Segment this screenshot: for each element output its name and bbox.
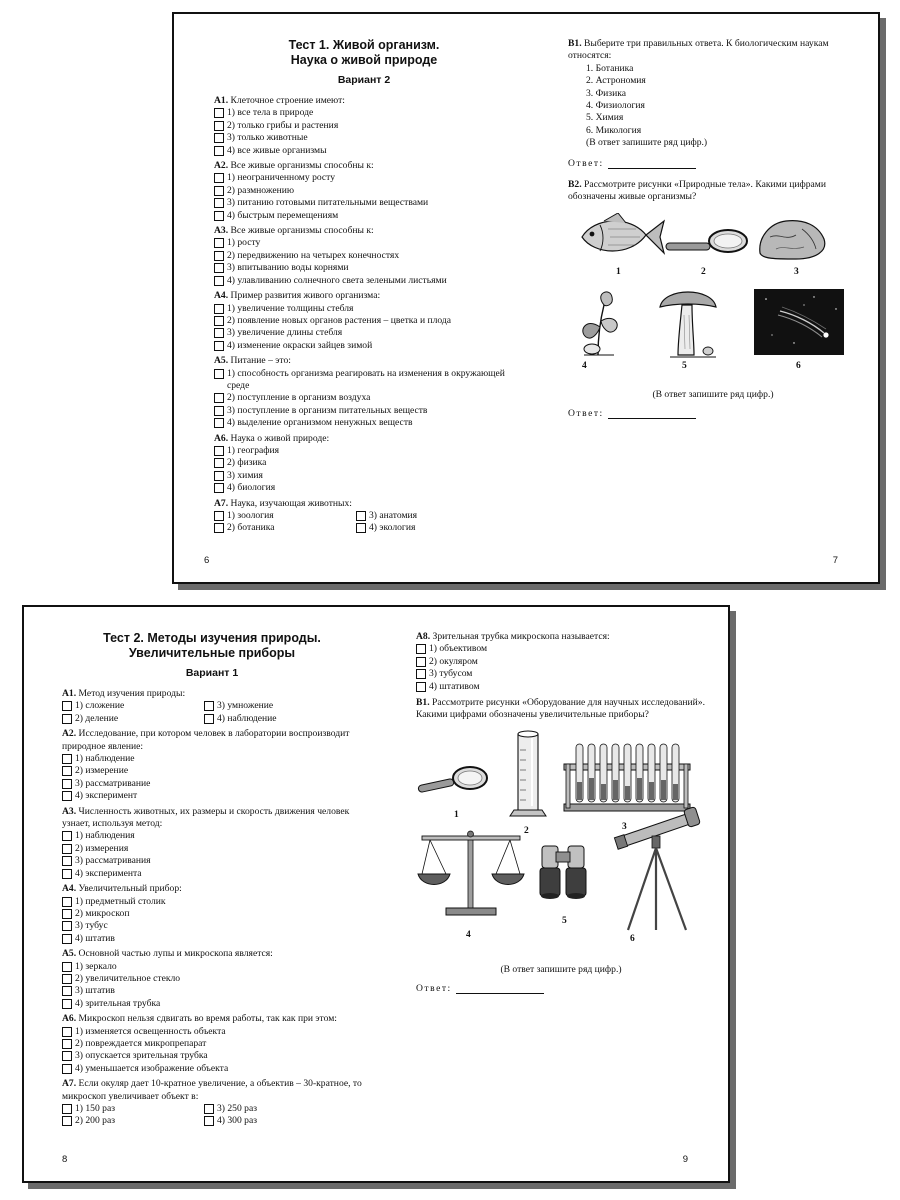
- question-number: А7.: [62, 1078, 77, 1090]
- question-item: [62, 728, 362, 802]
- answer-option[interactable]: [214, 262, 514, 274]
- question-b2: [568, 179, 858, 204]
- checkbox[interactable]: [214, 173, 224, 183]
- question-number: А1.: [62, 688, 77, 699]
- option-text: 3) питанию готовыми питательными веществами: [227, 197, 429, 209]
- list-item: 1. Ботаника: [586, 62, 634, 74]
- answer-option[interactable]: [62, 1050, 362, 1062]
- figure-label: 4: [582, 361, 587, 372]
- answer-option[interactable]: [214, 368, 514, 393]
- answer-option[interactable]: [62, 843, 362, 855]
- fish-icon: [574, 213, 666, 261]
- answer-field[interactable]: Ответ:: [568, 408, 858, 419]
- answer-option[interactable]: [62, 973, 362, 985]
- checkbox[interactable]: [62, 1051, 72, 1061]
- question-number: А4.: [214, 290, 229, 302]
- option-text: 3) только животные: [227, 132, 308, 144]
- option-text: 3) штатив: [75, 985, 115, 997]
- question-number: В1.: [568, 38, 582, 49]
- checkbox[interactable]: [214, 328, 224, 338]
- answer-option[interactable]: [214, 392, 514, 404]
- answer-option[interactable]: [214, 275, 514, 287]
- checkbox[interactable]: [214, 369, 224, 379]
- checkbox[interactable]: [416, 682, 426, 692]
- option-text: 4) изменение окраски зайцев зимой: [227, 339, 373, 351]
- option-text: 3) увеличение длины стебля: [227, 327, 343, 339]
- plant-icon: [574, 287, 624, 357]
- question-item: [62, 948, 362, 1010]
- option-text: 4) выделение организмом ненужных веществ: [227, 417, 413, 429]
- checkbox[interactable]: [62, 1039, 72, 1049]
- answer-option[interactable]: [214, 327, 514, 339]
- question-text: Наука о живой природе:: [230, 432, 330, 444]
- question-text: Все живые организмы способны к:: [230, 160, 374, 172]
- checkbox[interactable]: [214, 198, 224, 208]
- checkbox[interactable]: [214, 133, 224, 143]
- question-item: [62, 1013, 362, 1075]
- checkbox[interactable]: [214, 186, 224, 196]
- checkbox[interactable]: [62, 1064, 72, 1074]
- page-9-column: [416, 631, 706, 1002]
- option-text: 2) размножению: [227, 184, 295, 196]
- question-text: Питание – это:: [230, 355, 291, 367]
- option-text: 4) уменьшается изображение объекта: [75, 1062, 229, 1074]
- checkbox[interactable]: [62, 986, 72, 996]
- checkbox[interactable]: [214, 251, 224, 261]
- option-text: 1) неограниченному росту: [227, 172, 336, 184]
- option-text: 4) эксперимента: [75, 867, 142, 879]
- answer-option[interactable]: 4) штативом: [416, 681, 706, 693]
- answer-option[interactable]: [214, 445, 514, 457]
- question-text: Зрительная трубка микроскопа называется:: [432, 631, 610, 642]
- question-text: Метод изучения природы:: [78, 688, 186, 699]
- option-text: 3) впитыванию воды корнями: [227, 262, 349, 274]
- question-text: Все живые организмы способны к:: [230, 225, 374, 237]
- magnifier-icon: [664, 227, 750, 257]
- title-line-1: Тест 1. Живой организм.: [288, 38, 440, 52]
- question-number: В1.: [416, 697, 430, 709]
- answer-option[interactable]: 4) 300 раз: [204, 1115, 362, 1127]
- stone-icon: [756, 213, 828, 261]
- answer-option[interactable]: 1) 150 раз: [62, 1103, 204, 1115]
- checkbox[interactable]: [62, 791, 72, 801]
- checkbox[interactable]: [62, 934, 72, 944]
- answer-field[interactable]: Ответ:: [568, 158, 858, 169]
- answer-option[interactable]: [62, 920, 362, 932]
- question-text: Клеточное строение имеют:: [230, 95, 345, 106]
- answer-option[interactable]: [62, 1038, 362, 1050]
- checkbox[interactable]: [214, 121, 224, 131]
- answer-option[interactable]: 3) анатомия: [356, 510, 514, 522]
- checkbox[interactable]: [62, 869, 72, 879]
- checkbox[interactable]: [62, 1116, 72, 1126]
- option-text: 4) зрительная трубка: [75, 997, 161, 1009]
- question-number: А3.: [62, 805, 77, 817]
- question-item: [214, 433, 514, 495]
- checkbox[interactable]: [214, 483, 224, 493]
- answer-field[interactable]: Ответ:: [416, 983, 706, 994]
- comet-icon: [754, 289, 844, 355]
- science-list: [568, 63, 858, 150]
- title-line-2: Увеличительные приборы: [128, 646, 296, 660]
- option-text: 1) увеличение толщины стебля: [227, 302, 354, 314]
- question-a7: [214, 498, 514, 535]
- checkbox[interactable]: [204, 701, 214, 711]
- option-text: 1) география: [227, 444, 280, 456]
- natural-bodies-figures: [568, 209, 858, 372]
- answer-option[interactable]: [214, 197, 514, 209]
- question-text: Если окуляр дает 10-кратное увеличение, а объектив – 30-кратное, то микроскоп увеличивает объект в:: [62, 1078, 362, 1102]
- question-number: А5.: [214, 355, 229, 367]
- lab-equipment-figures: [416, 730, 706, 950]
- page-number: 8: [62, 1154, 68, 1165]
- question-text: Выберите три правильных ответа. К биологическим наукам относятся:: [568, 38, 829, 62]
- answer-option[interactable]: 4) наблюдение: [204, 713, 362, 725]
- question-b1: [416, 697, 706, 722]
- answer-option[interactable]: [214, 417, 514, 429]
- checkbox[interactable]: [62, 999, 72, 1009]
- option-text: 2) увеличительное стекло: [75, 972, 181, 984]
- title-line-2: Наука о живой природе: [290, 53, 438, 67]
- question-number: В2.: [568, 178, 582, 190]
- answer-option[interactable]: [62, 961, 362, 973]
- list-item: 2. Астрономия: [586, 75, 646, 87]
- checkbox[interactable]: [62, 766, 72, 776]
- figure-label: 1: [616, 267, 621, 278]
- option-text: 1) наблюдения: [75, 830, 135, 842]
- checkbox[interactable]: [204, 1104, 214, 1114]
- option-text: 4) биология: [227, 482, 276, 494]
- question-text: Основной частью лупы и микроскопа является:: [78, 948, 273, 960]
- figure-label: 6: [796, 361, 801, 372]
- answer-option[interactable]: [62, 985, 362, 997]
- option-text: 2) появление новых органов растения – цветка и плода: [227, 314, 452, 326]
- question-number: А4.: [62, 883, 77, 895]
- answer-option[interactable]: [62, 765, 362, 777]
- question-item: [214, 160, 514, 222]
- option-text: 1) способность организма реагировать на изменения в окружающей среде: [227, 367, 505, 391]
- binoculars-icon: [538, 840, 588, 900]
- answer-option[interactable]: [214, 315, 514, 327]
- option-text: 3) тубус: [75, 920, 108, 932]
- question-number: А6.: [62, 1013, 77, 1025]
- question-number: А8.: [416, 631, 431, 642]
- question-a1: [62, 688, 362, 725]
- answer-option[interactable]: [214, 405, 514, 417]
- option-text: 4) штатив: [75, 932, 115, 944]
- test-title: [214, 38, 514, 68]
- checkbox[interactable]: [416, 644, 426, 654]
- answer-option[interactable]: [214, 237, 514, 249]
- question-text: Рассмотрите рисунки «Природные тела». Какими цифрами обозначены живые организмы?: [568, 178, 826, 203]
- question-number: А6.: [214, 432, 229, 444]
- answer-option[interactable]: [214, 145, 514, 157]
- checkbox[interactable]: [204, 714, 214, 724]
- list-item: 4. Физиология: [586, 100, 645, 112]
- answer-option[interactable]: [214, 132, 514, 144]
- answer-option[interactable]: [62, 790, 362, 802]
- page-8-column: [62, 631, 362, 1131]
- figure-label: 2: [524, 825, 529, 836]
- option-text: 1) росту: [227, 237, 261, 249]
- question-text: Численность животных, их размеры и скорость движения человек узнает, используя метод:: [62, 805, 350, 830]
- option-text: 1) зеркало: [75, 960, 117, 972]
- checkbox[interactable]: [356, 523, 366, 533]
- checkbox[interactable]: [214, 393, 224, 403]
- answer-option[interactable]: [62, 908, 362, 920]
- option-text: 4) улавливанию солнечного света зелеными листьями: [227, 274, 447, 286]
- hint-text: (В ответ запишите ряд цифр.): [500, 963, 622, 975]
- question-b1: [568, 38, 858, 150]
- question-text: Микроскоп нельзя сдвигать во время работы, так как при этом:: [78, 1013, 337, 1025]
- test-tube-rack-icon: [562, 742, 692, 814]
- page-number: 6: [204, 555, 210, 566]
- telescope-icon: [612, 806, 702, 932]
- question-list: [214, 95, 514, 495]
- checkbox[interactable]: [62, 856, 72, 866]
- figure-label: 5: [562, 915, 567, 926]
- question-item: [214, 225, 514, 287]
- list-item: 6. Микология: [586, 124, 642, 136]
- checkbox[interactable]: [62, 754, 72, 764]
- measuring-cylinder-icon: [508, 730, 548, 822]
- checkbox[interactable]: [204, 1116, 214, 1126]
- checkbox[interactable]: [214, 418, 224, 428]
- checkbox[interactable]: [62, 909, 72, 919]
- option-text: 2) измерения: [75, 842, 129, 854]
- answer-option[interactable]: 3) умножение: [204, 700, 362, 712]
- checkbox[interactable]: [62, 921, 72, 931]
- question-text: Исследование, при котором человек в лаборатории воспроизводит природное явление:: [62, 728, 350, 752]
- checkbox[interactable]: [62, 701, 72, 711]
- page-spread-2: [22, 605, 730, 1183]
- question-item: [62, 806, 362, 880]
- answer-option[interactable]: [62, 1063, 362, 1075]
- answer-option[interactable]: 2) деление: [62, 713, 204, 725]
- figure-label: 3: [622, 821, 627, 832]
- option-text: 4) эксперимент: [75, 790, 138, 802]
- checkbox[interactable]: [214, 471, 224, 481]
- option-text: 1) предметный столик: [75, 895, 166, 907]
- answer-option[interactable]: [214, 107, 514, 119]
- checkbox[interactable]: [62, 831, 72, 841]
- variant-label: Вариант 1: [185, 667, 239, 679]
- answer-option[interactable]: [62, 855, 362, 867]
- answer-option[interactable]: 4) экология: [356, 522, 514, 534]
- answer-option[interactable]: [214, 470, 514, 482]
- question-text: Пример развития живого организма:: [230, 290, 381, 302]
- page-number: 7: [832, 555, 838, 566]
- checkbox[interactable]: [214, 146, 224, 156]
- hint-text: (В ответ запишите ряд цифр.): [652, 389, 774, 401]
- page-7-column: [568, 38, 858, 427]
- question-number: А5.: [62, 948, 77, 960]
- page-number: 9: [682, 1154, 688, 1165]
- question-item: [214, 290, 514, 352]
- figure-label: 3: [794, 267, 799, 278]
- answer-option[interactable]: 3) 250 раз: [204, 1103, 362, 1115]
- magnifier-icon: [416, 764, 490, 796]
- answer-option[interactable]: [214, 172, 514, 184]
- answer-option[interactable]: [62, 896, 362, 908]
- checkbox[interactable]: [62, 779, 72, 789]
- figure-label: 5: [682, 361, 687, 372]
- option-text: 3) рассматривание: [75, 777, 151, 789]
- question-item: [214, 355, 514, 429]
- option-text: 2) передвижению на четырех конечностях: [227, 249, 400, 261]
- answer-option[interactable]: [214, 303, 514, 315]
- answer-option[interactable]: [62, 830, 362, 842]
- checkbox[interactable]: [214, 446, 224, 456]
- question-a7: [62, 1078, 362, 1128]
- checkbox[interactable]: [214, 304, 224, 314]
- option-text: 1) все тела в природе: [227, 107, 314, 119]
- answer-option[interactable]: [214, 185, 514, 197]
- variant-label: Вариант 2: [337, 74, 391, 86]
- answer-option[interactable]: [214, 340, 514, 352]
- answer-option[interactable]: 1) зоология: [214, 510, 356, 522]
- test-title: [62, 631, 362, 661]
- question-text: Увеличительный прибор:: [78, 883, 182, 895]
- checkbox[interactable]: [214, 238, 224, 248]
- answer-option[interactable]: 1) сложение: [62, 700, 204, 712]
- answer-option[interactable]: 2) 200 раз: [62, 1115, 204, 1127]
- answer-option[interactable]: [62, 933, 362, 945]
- answer-option[interactable]: [62, 998, 362, 1010]
- option-text: 4) все живые организмы: [227, 144, 327, 156]
- checkbox[interactable]: [62, 714, 72, 724]
- option-text: 2) только грибы и растения: [227, 119, 339, 131]
- answer-option[interactable]: [62, 868, 362, 880]
- option-text: 2) измерение: [75, 765, 129, 777]
- option-text: 2) физика: [227, 457, 267, 469]
- answer-option[interactable]: [214, 482, 514, 494]
- question-number: А1.: [214, 95, 229, 106]
- figure-label: 6: [630, 933, 635, 944]
- question-number: А2.: [214, 160, 229, 172]
- answer-option[interactable]: [214, 457, 514, 469]
- checkbox[interactable]: [214, 406, 224, 416]
- question-a8: [416, 631, 706, 693]
- answer-option[interactable]: [214, 210, 514, 222]
- answer-option[interactable]: 3) тубусом: [416, 668, 706, 680]
- checkbox[interactable]: [62, 844, 72, 854]
- option-text: 1) изменяется освещенность объекта: [75, 1025, 226, 1037]
- question-item: [62, 883, 362, 945]
- checkbox[interactable]: [62, 962, 72, 972]
- checkbox[interactable]: [62, 974, 72, 984]
- checkbox[interactable]: [214, 108, 224, 118]
- mushroom-icon: [656, 285, 720, 359]
- checkbox[interactable]: [214, 341, 224, 351]
- option-text: 3) опускается зрительная трубка: [75, 1050, 208, 1062]
- title-line-1: Тест 2. Методы изучения природы.: [103, 631, 321, 645]
- answer-option[interactable]: [214, 250, 514, 262]
- question-number: А7.: [214, 497, 229, 509]
- answer-option[interactable]: [214, 120, 514, 132]
- option-text: 2) поступление в организм воздуха: [227, 392, 371, 404]
- list-item: 5. Химия: [586, 112, 624, 124]
- figure-label: 2: [701, 267, 706, 278]
- option-text: 2) повреждается микропрепарат: [75, 1037, 207, 1049]
- answer-option[interactable]: [62, 1026, 362, 1038]
- checkbox[interactable]: [62, 1027, 72, 1037]
- checkbox[interactable]: [214, 276, 224, 286]
- answer-option[interactable]: 2) ботаника: [214, 522, 356, 534]
- option-text: 2) микроскоп: [75, 907, 130, 919]
- option-text: 3) поступление в организм питательных веществ: [227, 404, 428, 416]
- question-item: [214, 95, 514, 157]
- checkbox[interactable]: [214, 263, 224, 273]
- page-6-column: [214, 38, 514, 538]
- checkbox[interactable]: [214, 511, 224, 521]
- checkbox[interactable]: [214, 211, 224, 221]
- checkbox[interactable]: [214, 316, 224, 326]
- answer-option[interactable]: 2) окуляром: [416, 656, 706, 668]
- checkbox[interactable]: [416, 669, 426, 679]
- checkbox[interactable]: [214, 458, 224, 468]
- question-number: А2.: [62, 728, 77, 740]
- checkbox[interactable]: [62, 897, 72, 907]
- question-list: [62, 728, 362, 1075]
- figure-label: 4: [466, 929, 471, 940]
- question-text: Наука, изучающая животных:: [230, 497, 352, 509]
- balance-scale-icon: [416, 826, 526, 918]
- checkbox[interactable]: [416, 657, 426, 667]
- figure-label: 1: [454, 809, 459, 820]
- option-text: 4) быстрым перемещениям: [227, 209, 339, 221]
- answer-option[interactable]: [62, 778, 362, 790]
- question-number: А3.: [214, 225, 229, 237]
- hint-text: (В ответ запишите ряд цифр.): [586, 137, 708, 149]
- answer-option[interactable]: 1) объективом: [416, 643, 706, 655]
- question-text: Рассмотрите рисунки «Оборудование для научных исследований». Какими цифрами обозначены увеличительные приборы?: [416, 697, 705, 721]
- checkbox[interactable]: [214, 523, 224, 533]
- option-text: 3) химия: [227, 469, 263, 481]
- option-text: 1) наблюдение: [75, 753, 135, 765]
- page-spread-1: [172, 12, 880, 584]
- checkbox[interactable]: [356, 511, 366, 521]
- list-item: 3. Физика: [586, 87, 627, 99]
- answer-option[interactable]: [62, 753, 362, 765]
- option-text: 3) рассматривания: [75, 855, 151, 867]
- checkbox[interactable]: [62, 1104, 72, 1114]
